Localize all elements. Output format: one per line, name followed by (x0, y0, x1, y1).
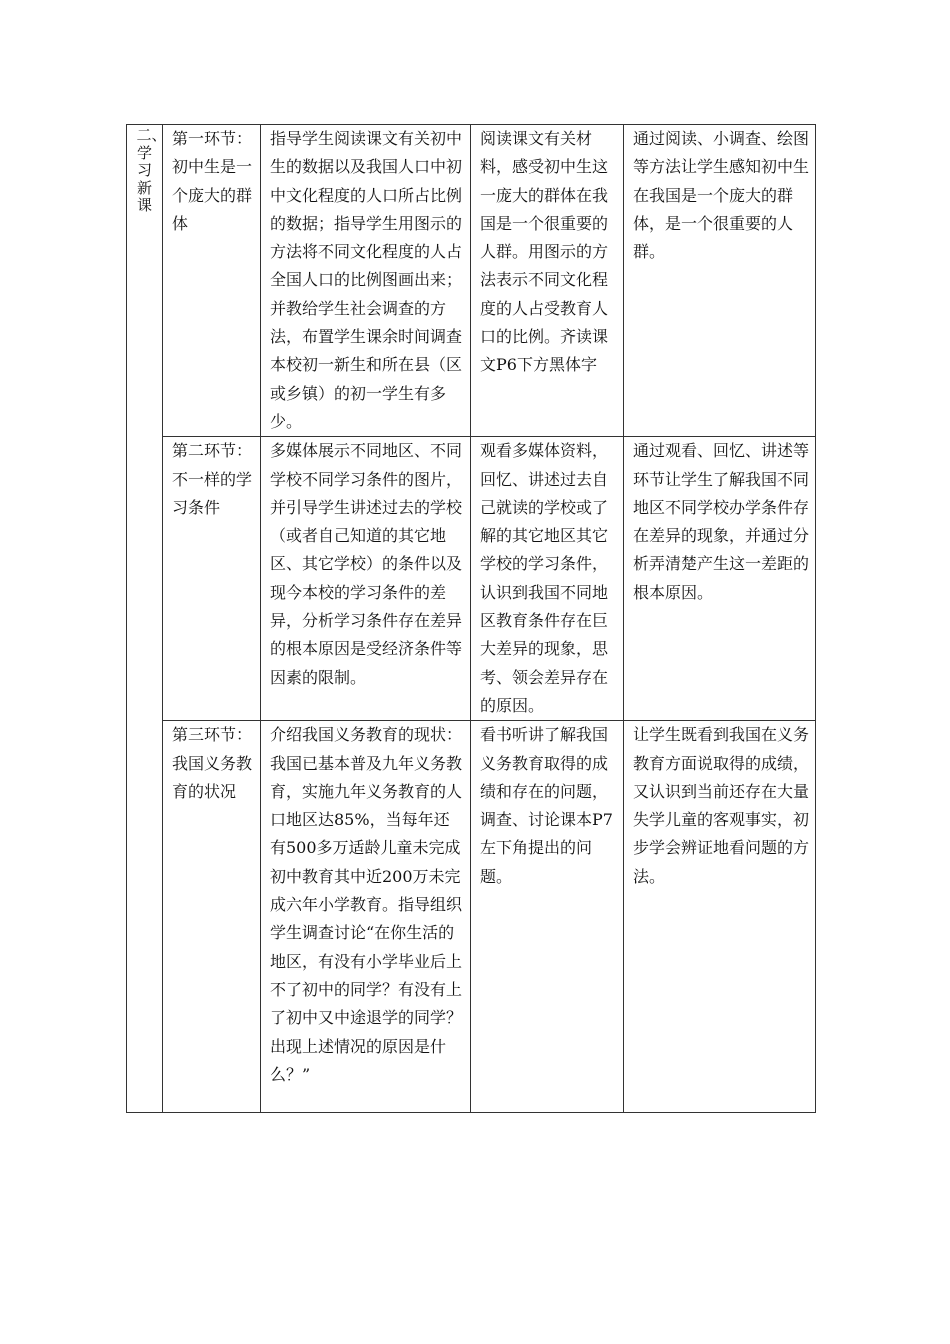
lesson-plan-table (126, 124, 816, 1113)
student-activity-cell (471, 437, 624, 721)
stage-cell (127, 125, 167, 1113)
section-title: 第一环节：初中生是一个庞大的群体 (172, 129, 253, 233)
purpose-text: 通过观看、回忆、讲述等环节让学生了解我国不同地区不同学校办学条件存在差异的现象，并通过分析弄清楚产生这一差距的根本原因。 (633, 441, 810, 602)
student-activity-text: 观看多媒体资料，回忆、讲述过去自己就读的学校或了解的其它地区其它学校的学习条件，认识到我国不同地区教育条件存在巨大差异的现象，思考、领会差异存在的原因。 (480, 441, 609, 715)
purpose-cell (624, 437, 816, 721)
section-cell (163, 125, 261, 437)
section-title: 第三环节：我国义务教育的状况 (172, 725, 253, 801)
section-cell (163, 437, 261, 721)
teacher-activity-text: 指导学生阅读课文有关初中生的数据以及我国人口中初中文化程度的人口所占比例的数据；指导学生用图示的方法将不同文化程度的人占全国人口的比例图画出来；并教给学生社会调查的方法，布置学生课余时间调查本校初一新生和所在县（区或乡镇）的初一学生有多少。 (270, 129, 463, 431)
teacher-activity-text: 介绍我国义务教育的现状：我国已基本普及九年义务教育，实施九年义务教育的人口地区达85%，当每年还有500多万适龄儿童未完成初中教育其中近200万未完成六年小学教育。指导组织学生调查讨论“在你生活的地区，有没有小学毕业后上不了初中的同学？有没有上了初中又中途退学的同学？出现上述情况的原因是什么？” (270, 725, 463, 1084)
section-cell (163, 721, 261, 1113)
student-activity-text: 阅读课文有关材料，感受初中生这一庞大的群体在我国是一个很重要的人群。用图示的方法表示不同文化程度的人占受教育人口的比例。齐读课文P6下方黑体字 (480, 129, 609, 375)
stage-label: 二、学习新课 (136, 126, 167, 214)
student-activity-cell (471, 125, 624, 437)
teacher-activity-cell (261, 437, 471, 721)
table-row (127, 125, 816, 437)
teacher-activity-cell (261, 125, 471, 437)
table-row (127, 437, 816, 721)
student-activity-cell (471, 721, 624, 1113)
teacher-activity-text: 多媒体展示不同地区、不同学校不同学习条件的图片，并引导学生讲述过去的学校（或者自己知道的其它地区、其它学校）的条件以及现今本校的学习条件的差异，分析学习条件存在差异的根本原因是受经济条件等因素的限制。 (270, 441, 463, 687)
purpose-text: 通过阅读、小调查、绘图等方法让学生感知初中生在我国是一个庞大的群体，是一个很重要的人群。 (633, 129, 810, 262)
purpose-cell (624, 125, 816, 437)
teacher-activity-cell (261, 721, 471, 1113)
section-title: 第二环节：不一样的学习条件 (172, 441, 253, 517)
table-row (127, 721, 816, 1113)
student-activity-text: 看书听讲了解我国义务教育取得的成绩和存在的问题，调查、讨论课本P7左下角提出的问题。 (480, 725, 613, 886)
purpose-cell (624, 721, 816, 1113)
purpose-text: 让学生既看到我国在义务教育方面说取得的成绩，又认识到当前还存在大量失学儿童的客观事实，初步学会辨证地看问题的方法。 (633, 725, 810, 886)
